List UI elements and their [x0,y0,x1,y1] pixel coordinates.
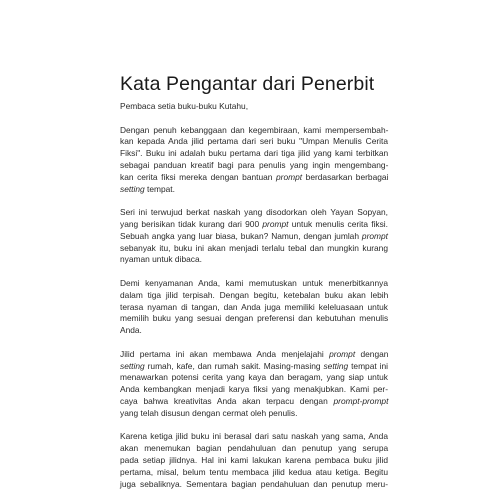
text-run: berdasarkan berbagai [302,171,389,182]
text-run: untuk menulis cerita fiksi. [288,218,388,229]
paragraph-1 [120,125,388,196]
italic-term: setting [120,360,145,371]
text-line: juga sebaliknya. Sementara bagian pendahuluan dan penutup meru- [120,478,388,489]
text-line: kan kepada Anda jilid pertama dari seri buku "Umpan Menulis Cerita [120,136,388,147]
text-run: tempat ini [348,360,388,371]
paragraph-4 [120,349,388,420]
paragraph-5 [120,431,388,490]
italic-term: prompt [262,218,289,229]
italic-term: setting [323,360,349,371]
text-line: sebanyak itu, buku ini akan menjadi terlalu tebal dan mungkin kurang [120,242,388,253]
text-line: Anda kembangkan menjadi karya fiksi yang menakjubkan. Kami per- [120,384,388,395]
text-line [120,361,388,373]
page-title: Kata Pengantar dari Penerbit [120,73,375,95]
text-line: memilih buku yang sesuai dengan preferensi dan kebutuhan menulis [120,313,389,324]
paragraph-2 [120,207,388,266]
text-run: kan cerita fiksi mereka dengan bantuan [120,171,277,182]
text-run: caya bahwa kreativitas Anda akan terpacu dengan [120,395,334,406]
paragraph-3 [120,278,388,337]
text-line: Karena ketiga jilid buku ini berasal dari satu naskah yang sama, Anda [120,431,388,442]
text-line [120,349,388,361]
text-line: nyaman untuk dibaca. [120,254,202,265]
text-run: rumah, kafe, dan rumah sakit. Masing-masing [144,360,324,371]
text-line: menawarkan potensi cerita yang kaya dan beragam, yang siap untuk [120,372,388,383]
italic-term: prompt [361,230,388,241]
text-line [120,172,388,184]
text-line [120,184,388,196]
text-line: yang telah disusun dengan cermat oleh penulis. [120,407,298,418]
text-line: Dengan penuh kebanggaan dan kegembiraan, kami mempersembah- [120,124,389,135]
text-line: akan menemukan bagian pendahuluan dan penutup yang serupa [120,443,389,454]
italic-term: prompt [329,348,356,359]
text-line: Fiksi". Buku ini adalah buku pertama dari tiga jilid yang kami terbitkan [120,148,389,159]
text-run: tempat. [144,183,175,194]
text-line: Seri ini terwujud berkat naskah yang disodorkan oleh Yayan Sopyan, [120,207,388,218]
text-line: Anda. [120,325,142,336]
body-text [120,101,388,502]
text-run: Sebuah angka yang luar biasa, bukan? Namun, dengan jumlah [120,230,362,241]
text-line [120,396,388,408]
text-line: terasa nyaman di tangan, dan Anda juga memiliki keleluasaan untuk [120,301,388,312]
greeting-line: Pembaca setia buku-buku Kutahu, [120,101,249,111]
text-line: Demi kenyamanan Anda, kami memutuskan untuk menerbitkannya [120,277,388,288]
text-line: pada setiap jilidnya. Hal ini kami lakukan karena pembaca buku jilid [120,454,388,465]
text-line [120,219,388,231]
italic-term: setting [120,183,145,194]
italic-term: prompt-prompt [333,395,389,406]
text-run: dengan [355,348,389,359]
text-line: sebagai panduan kreatif bagi para penulis yang ingin mengembang- [120,159,389,170]
italic-term: prompt [276,171,303,182]
text-run: Jilid pertama ini akan membawa Anda menjelajahi [120,348,330,359]
text-line: pertama, misal, belum tentu membaca jilid kedua atau ketiga. Begitu [120,466,388,477]
text-run: yang berisikan tidak kurang dari 900 [120,218,263,229]
text-line: dalam tiga jilid terpisah. Dengan begitu, ketebalan buku akan lebih [120,289,389,300]
text-line [120,231,388,243]
greeting [120,101,388,113]
